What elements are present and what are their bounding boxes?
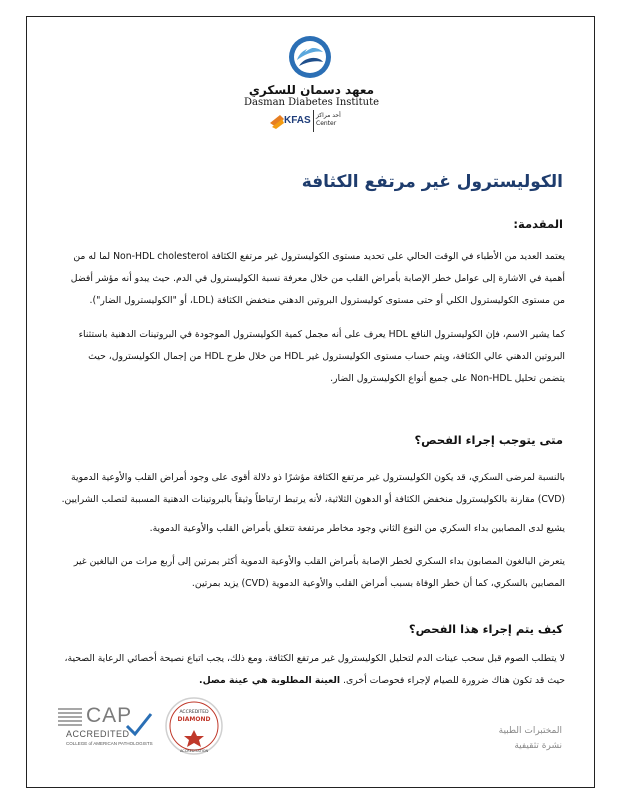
cap-accredited-label: ACCREDITED <box>66 729 130 739</box>
kfas-center-ar: أحد مراكز <box>316 112 341 119</box>
kfas-label: KFAS <box>284 115 311 126</box>
dasman-logo-icon <box>285 34 335 80</box>
how-paragraph-text: لا يتطلب الصوم قبل سحب عينات الدم لتحليل الكوليسترول غير مرتفع الكثافة. ومع ذلك، يجب اتباع نصيحة أخصائي الرعاية الصحية، حيث قد تكون هناك ضرورة للصيام لإجراء فحوصات أخرى. <box>64 653 565 686</box>
when-paragraph-2: يشيع لدى المصابين بداء السكري من النوع الثاني وجود مخاطر مرتفعة تتعلق بأمراض القلب والأوعية الدموية. <box>149 523 565 534</box>
badge-diamond-text: DIAMOND <box>177 716 211 723</box>
badge-accredited-text: ACCREDITED <box>179 710 209 715</box>
intro-heading: المقدمة: <box>513 217 563 231</box>
diamond-accreditation-badge-icon <box>164 696 224 756</box>
checkmark-icon <box>125 712 153 738</box>
footer-lab-name: المختبرات الطبية <box>498 726 562 736</box>
cap-lines-icon <box>58 706 82 728</box>
kfas-divider <box>313 110 314 132</box>
when-paragraph-3: يتعرض البالغون المصابون بداء السكري لخطر الإصابة بأمراض القلب والأوعية الدموية أكثر بمرتين إلى أربع مرات من البالغين غير المصابين بالسكري، كما أن خطر الوفاة بسبب أمراض القلب والأوعية الدموية (CVD) يزيد بمرتين. <box>73 556 565 589</box>
cap-college-label: COLLEGE of AMERICAN PATHOLOGISTS <box>66 741 153 746</box>
when-paragraph-1: بالنسبة لمرضى السكري، قد يكون الكوليسترول غير مرتفع الكثافة مؤشرًا ذو دلالة أقوى على وجود أمراض القلب والأوعية الدموية (CVD) مقارنة بالكوليسترول منخفض الكثافة أو الدهون الثلاثية، لأنه يرتبط ارتباطاً وثيقاً بالبروتينات الدهنية المسببة لتصلب الشرايين. <box>61 472 565 505</box>
kfas-center-en: Center <box>316 120 337 127</box>
cap-label: CAP <box>86 704 133 727</box>
when-heading: متى يتوجب إجراء الفحص؟ <box>414 433 563 447</box>
how-paragraph <box>60 648 565 692</box>
intro-paragraph-2: كما يشير الاسم، فإن الكوليسترول النافع HDL يعرف على أنه مجمل كمية الكوليسترول الموجودة في البروتينات الدهنية باستثناء البروتين الدهني عالي الكثافة، ويتم حساب مستوى الكوليسترول غير HDL من خلال طرح HDL من إجمال الكوليسترول، حيث يتضمن تحليل Non-HDL على جميع أنواع الكوليسترول الضار. <box>78 329 565 384</box>
logo-english-name: Dasman Diabetes Institute <box>243 97 380 108</box>
page-title: الكوليسترول غير مرتفع الكثافة <box>301 172 563 192</box>
intro-paragraph-1: يعتمد العديد من الأطباء في الوقت الحالي على تحديد مستوى الكوليسترول غير مرتفع الكثافة Non-HDL cholesterol لما له من أهمية في الاشارة إلى عوامل خطر الإصابة بأمراض القلب من خلال معرفة نسبة الكوليسترول في الدم. حيث يبدو أنه مؤشر أفضل من مستوى الكوليسترول الكلي أو حتى مستوى كوليسترول البروتين الدهني منخفض الكثافة (LDL، أو "الكوليسترول الضار"). <box>70 251 565 306</box>
kfas-center-label <box>316 112 341 128</box>
how-heading: كيف يتم إجراء هذا الفحص؟ <box>408 622 563 636</box>
badge-accreditation-text: ACCREDITATION <box>179 749 209 753</box>
how-paragraph-bold: العينة المطلوبة هي عينة مصل. <box>199 675 341 686</box>
footer-leaflet-label: نشرة تثقيفية <box>514 741 562 751</box>
logo-arabic-name: معهد دسمان للسكري <box>248 83 375 97</box>
